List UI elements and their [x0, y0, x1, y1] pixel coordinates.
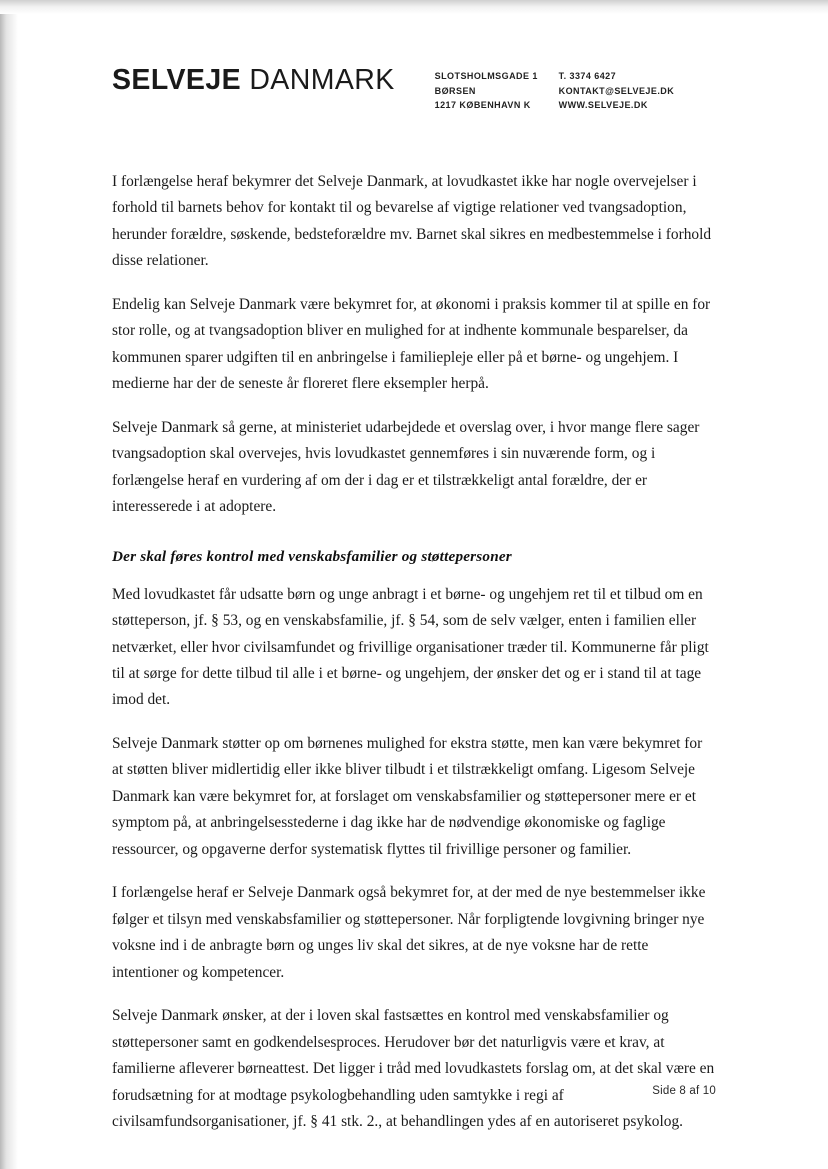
address-street: SLOTSHOLMSGADE 1: [434, 71, 538, 81]
paragraph-7: Selveje Danmark ønsker, at der i loven skal fastsættes en kontrol med venskabsfamilier og støttepersoner samt en godkendelsesproces. Herudover bør det naturligvis være et krav, at familierne afleverer børneattest. Det ligger i tråd med lovudkastets forslag om, at det skal være en forudsætning for at modtage psykologbehandling uden samtykke i regi af civilsamfundsorganisationer, jf. § 41 stk. 2., at behandlingen ydes af en autoriseret psykolog.: [112, 1007, 715, 1131]
paragraph-3: Selveje Danmark så gerne, at ministeriet udarbejdede et overslag over, i hvor mange flere sager tvangsadoption skal overvejes, hvis lovudkastet gennemføres i sin nuværende form, og i forlængelse heraf en vurdering af om der i dag er et tilstrækkeligt antal forældre, der er interesserede i at adoptere.: [112, 418, 700, 516]
page-footer: Side 8 af 10: [652, 1085, 716, 1097]
letterhead-address: [435, 60, 739, 113]
contact-email: KONTAKT@SELVEJE.DK: [558, 85, 675, 96]
letterhead: [112, 60, 716, 113]
section-heading: Der skal føres kontrol med venskabsfamilier og støttepersoner: [112, 547, 512, 565]
company-logo: [112, 60, 395, 95]
paragraph-6: I forlængelse heraf er Selveje Danmark også bekymret for, at der med de nye bestemmelser ikke følger et tilsyn med venskabsfamilier og støttepersoner. Når forpligtende lovgivning bringer nye voksne ind i de anbragte børn og unges liv skal det sikres, at de nye voksne har de rette intentioner og kompetencer.: [112, 884, 706, 981]
address-column-contact: [559, 69, 739, 113]
contact-website: WWW.SELVEJE.DK: [558, 100, 648, 111]
paragraph-1: I forlængelse heraf bekymrer det Selveje Danmark, at lovudkastet ikke har nogle overvejelser i forhold til barnets behov for kontakt til og bevarelse af vigtige relationer ved tvangsadoption, herunder forældre, søskende, bedsteforældre mv. Barnet skal sikres en medbestemmelse i forhold disse relationer.: [112, 172, 712, 270]
paragraph-4: Med lovudkastet får udsatte børn og unge anbragt i et børne- og ungehjem ret til et tilbud om en støtteperson, jf. § 53, og en venskabsfamilie, jf. § 54, som de selv vælger, enten i familien eller netværket, eller hvor civilsamfundet og frivillige organisationer træder til. Kommunerne får pligt til at sørge for dette tilbud til alle i et børne- og ungehjem, der ønsker det og er i stand til at tage imod det.: [112, 585, 709, 709]
paragraph-5: Selveje Danmark støtter op om børnenes mulighed for ekstra støtte, men kan være bekymret for at støtten bliver midlertidig eller ikke bliver tilbudt i et tilstrækkeligt omfang. Ligesom Selveje Danmark kan være bekymret for, at forslaget om venskabsfamilier og støttepersoner mere er et symptom på, at anbringelsesstederne i dag ikke har de nødvendige økonomiske og faglige ressourcer, og opgaverne derfor systematisk flyttes til frivillige personer og familier.: [112, 734, 703, 858]
logo-bold-text: SELVEJE: [112, 64, 241, 96]
contact-phone: T. 3374 6427: [558, 71, 617, 81]
logo-light-text: DANMARK: [241, 64, 395, 96]
address-city: 1217 KØBENHAVN K: [434, 100, 531, 111]
page-content: [112, 60, 716, 1153]
address-building: BØRSEN: [434, 85, 476, 96]
address-column-postal: [435, 69, 559, 113]
paragraph-2: Endelig kan Selveje Danmark være bekymret for, at økonomi i praksis kommer til at spille en for stor rolle, og at tvangsadoption bliver en mulighed for at indhente kommunale besparelser, da kommunen sparer udgiften til en anbringelse i familiepleje eller på et børne- og ungehjem. I medierne har der de seneste år floreret flere eksempler herpå.: [112, 295, 711, 393]
